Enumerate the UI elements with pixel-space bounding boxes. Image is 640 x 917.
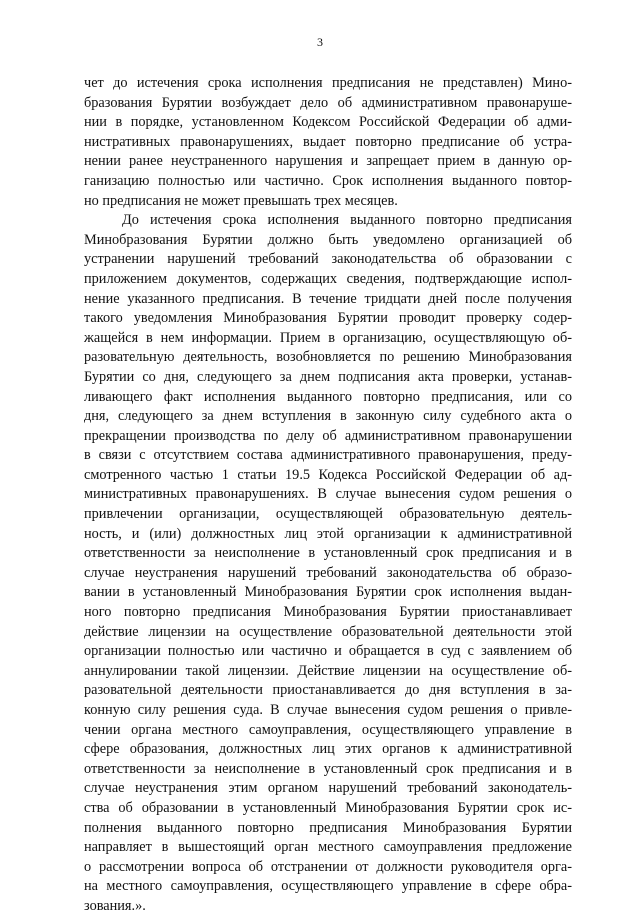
- text-line: ответственности за неисполнение в установленный срок предписания и в: [84, 760, 572, 777]
- text-line: конную силу решения суда. В случае вынесения судом решения о привле-: [84, 702, 572, 718]
- text-line: чет до истечения срока исполнения предписания не представлен) Мино-: [84, 75, 572, 91]
- document-body: [84, 74, 572, 917]
- text-line: Минобразования Бурятии должно быть уведомлено организацией об: [84, 231, 572, 248]
- text-line: До истечения срока исполнения выданного повторно предписания: [122, 212, 572, 229]
- text-line: жащейся в нем информации. Прием в организацию, осуществляющую об-: [84, 329, 572, 346]
- text-line: о рассмотрении вопроса об отстранении от должности руководителя орга-: [84, 858, 572, 875]
- text-line: бразования Бурятии возбуждает дело об административном правонаруше-: [84, 94, 572, 111]
- text-line: направляет в вышестоящий орган местного самоуправления предложение: [84, 839, 572, 856]
- text-line: ответственности за неисполнение в установленный срок предписания и в: [84, 545, 572, 562]
- text-line: привлечении организации, осуществляющей образовательную деятель-: [84, 506, 572, 523]
- text-line: случае неустранения нарушений требований законодательства об образо-: [84, 564, 572, 581]
- text-line: приложением документов, содержащих сведения, подтверждающие испол-: [84, 270, 572, 287]
- text-line: действие лицензии на осуществление образовательной деятельности этой: [84, 623, 572, 640]
- text-line: ганизацию полностью или частично. Срок исполнения выданного повтор-: [84, 172, 572, 189]
- text-line: Бурятии со дня, следующего за днем подписания акта проверки, устанав-: [84, 368, 572, 385]
- text-line: ного повторно предписания Минобразования Бурятии приостанавливает: [84, 604, 572, 621]
- text-line: но предписания не может превышать трех месяцев.: [84, 192, 398, 209]
- text-line: зования.».: [84, 897, 146, 914]
- page-number: 3: [317, 35, 323, 49]
- text-line: ства об образовании в установленный Минобразования Бурятии срок ис-: [84, 799, 572, 816]
- text-line: нистративных правонарушениях, выдает повторно предписание об устра-: [84, 133, 572, 150]
- text-line: полнения выданного повторно предписания Минобразования Бурятии: [84, 819, 572, 836]
- text-line: такого уведомления Минобразования Бурятии проводит проверку содер-: [84, 310, 572, 327]
- text-line: нии в порядке, установленном Кодексом Российской Федерации об адми-: [84, 114, 572, 131]
- text-line: нение указанного предписания. В течение тридцати дней после получения: [84, 290, 572, 307]
- text-line: ность, и (или) должностных лиц этой организации к административной: [84, 525, 572, 542]
- text-line: министративных правонарушениях. В случае вынесения судом решения о: [84, 486, 572, 503]
- text-line: устранении нарушений требований законодательства об образовании с: [84, 251, 572, 268]
- text-line: вании в установленный Минобразования Бурятии срок исполнения выдан-: [84, 584, 572, 601]
- text-line: дня, следующего за днем вступления в законную силу судебного акта о: [84, 408, 572, 425]
- text-line: аннулировании такой лицензии. Действие лицензии на осуществление об-: [84, 662, 572, 679]
- text-line: прекращении производства по делу об административном правонарушении: [84, 427, 572, 444]
- text-line: разовательную деятельность, возобновляется по решению Минобразования: [84, 349, 572, 366]
- text-line: ливающего факт исполнения выданного повторно предписания, или со: [84, 388, 572, 405]
- text-line: организации полностью или частично и обращается в суд с заявлением об: [84, 643, 572, 660]
- text-line: чении органа местного самоуправления, осуществляющего управление в: [84, 721, 572, 738]
- text-line: в связи с отсутствием состава административного правонарушения, преду-: [84, 447, 572, 464]
- text-line: смотренного частью 1 статьи 19.5 Кодекса Российской Федерации об ад-: [84, 466, 572, 483]
- text-line: сфере образования, должностных лиц этих органов к административной: [84, 741, 572, 758]
- paragraph: [84, 74, 572, 211]
- text-line: случае неустранения этим органом нарушений требований законодатель-: [84, 780, 572, 797]
- text-line: на местного самоуправления, осуществляющего управление в сфере обра-: [84, 878, 572, 895]
- paragraph: [84, 211, 572, 916]
- text-line: разовательной деятельности приостанавливается до дня вступления в за-: [84, 682, 572, 699]
- text-line: нении ранее неустраненного нарушения и запрещает прием в данную ор-: [84, 153, 572, 170]
